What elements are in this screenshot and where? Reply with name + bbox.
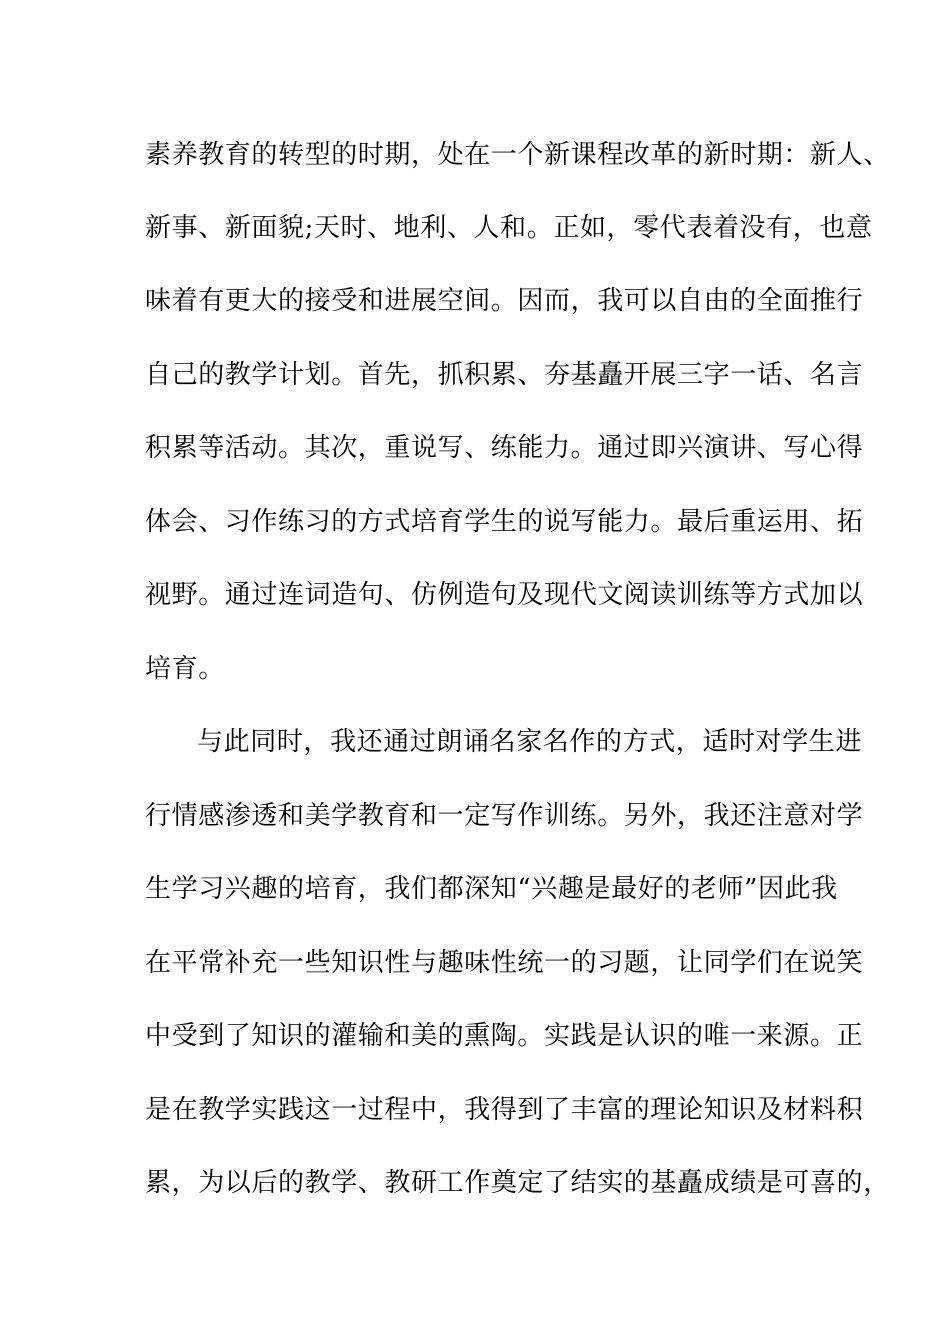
text-line: 新事、新面貌;天时、地利、人和。正如，零代表着没有，也意 <box>145 213 873 243</box>
text-line: 自己的教学计划。首先，抓积累、夯基矗开展三字一话、名言 <box>145 360 864 390</box>
text-line: 中受到了知识的灌输和美的熏陶。实践是认识的唯一来源。正 <box>145 1021 864 1051</box>
paragraph-first-line: 与此同时，我还通过朗诵名家名作的方式，适时对学生进 <box>197 727 863 757</box>
text-line: 行情感渗透和美学教育和一定写作训练。另外，我还注意对学 <box>145 801 864 831</box>
text-line: 素养教育的转型的时期，处在一个新课程改革的新时期：新人、 <box>145 140 890 170</box>
text-line: 培育。 <box>145 654 225 684</box>
text-line: 累，为以后的教学、教研工作奠定了结实的基矗成绩是可喜的， <box>145 1168 890 1198</box>
text-line: 生学习兴趣的培育，我们都深知“兴趣是最好的老师”因此我 <box>145 874 838 904</box>
text-line: 是在教学实践这一过程中，我得到了丰富的理论知识及材料积 <box>145 1095 864 1125</box>
text-line: 视野。通过连词造句、仿例造句及现代文阅读训练等方式加以 <box>145 580 864 610</box>
text-line: 在平常补充一些知识性与趣味性统一的习题，让同学们在说笑 <box>145 948 864 978</box>
text-line: 味着有更大的接受和进展空间。因而，我可以自由的全面推行 <box>145 286 864 316</box>
text-line: 体会、习作练习的方式培育学生的说写能力。最后重运用、拓 <box>145 507 864 537</box>
text-line: 积累等活动。其次，重说写、练能力。通过即兴演讲、写心得 <box>145 433 864 463</box>
